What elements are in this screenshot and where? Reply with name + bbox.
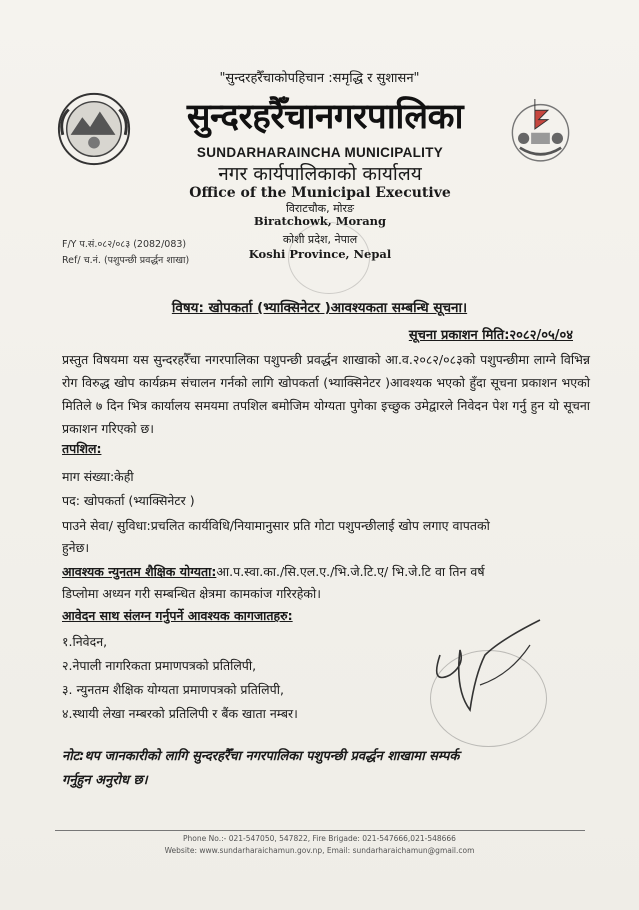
- reference-number: Ref/ च.नं. (पशुपन्छी प्रवर्द्धन शाखा): [62, 255, 190, 266]
- office-name-english: Office of the Municipal Executive: [189, 185, 451, 201]
- slogan: "सुन्दरहरैँचाकोपहिचान :समृद्धि र सुशासन": [219, 71, 420, 86]
- qualification-label: आवश्यक न्युनतम शैक्षिक योग्यता:: [62, 564, 217, 579]
- footer-divider: [55, 830, 585, 831]
- municipality-name-nepali: सुन्दरहरैँचानगरपालिका: [186, 97, 464, 137]
- post-title: पद: खोपकर्ता (भ्याक्सिनेटर ): [62, 493, 195, 508]
- address-nepali: विराटचौक, मोरङ: [285, 202, 355, 215]
- signature-icon: [420, 615, 560, 735]
- document-item-3: ३. न्युनतम शैक्षिक योग्यता प्रमाणपत्रको प्रतिलिपी,: [62, 682, 284, 697]
- fiscal-year: F/Y प.सं.०८२/०८३ (2082/083): [62, 239, 187, 250]
- subject-line: [0, 298, 639, 316]
- municipality-name-english: SUNDARHARAINCHA MUNICIPALITY: [196, 145, 444, 160]
- address-english: Biratchowk, Morang: [253, 214, 387, 228]
- notice-date: सूचना प्रकाशन मिति:२०८२/०५/०४: [408, 328, 573, 343]
- intro-paragraph: प्रस्तुत विषयमा यस सुन्दरहरैँचा नगरपालिका पशुपन्छी प्रवर्द्धन शाखाको आ.व.२०८२/०८३को पशुपन्छीमा लाग्ने विभिन्न रोग विरुद्ध खोप कार्यक्रम संचालन गर्नको लागि खोपकर्ता (भ्याक्सिनेटर )आवश्यक भएको हुँदा सूचना प्रकाशन भएको मितिले ७ दिन भित्र कार्यालय समयमा तपशिल बमोजिम योग्यता पुगेका इच्छुक उमेद्वारले निवेदन पेश गर्नु हुन यो सूचना प्रकाशन गरिएको छ।: [62, 352, 590, 436]
- footer-phone: Phone No.:- 021-547050, 547822, Fire Brigade: 021-547666,021-548666: [183, 834, 456, 843]
- nepal-emblem-icon: [503, 90, 578, 168]
- demand-count: माग संख्या:केही: [62, 469, 134, 484]
- note-line-2: गर्नुहुन अनुरोध छ।: [62, 773, 148, 788]
- qualification-line-1: [62, 563, 485, 580]
- note-line-1: नोट:थप जानकारीको लागि सुन्दरहरैँचा नगरपालिका पशुपन्छी प्रवर्द्धन शाखामा सम्पर्क: [62, 749, 460, 764]
- documents-heading: आवेदन साथ संलग्न गर्नुपर्ने आवश्यक कागजातहरु:: [62, 608, 293, 623]
- facility-line-2: हुनेछ।: [62, 540, 90, 555]
- document-item-2: २.नेपाली नागरिकता प्रमाणपत्रको प्रतिलिपी,: [62, 658, 257, 673]
- municipality-emblem-icon: [55, 90, 133, 168]
- facility-line-1: पाउने सेवा/ सुविधा:प्रचलित कार्यविधि/नियामानुसार प्रति गोटा पशुपन्छीलाई खोप लगाए वापतको: [62, 518, 490, 533]
- document-item-1: १.निवेदन,: [62, 634, 108, 649]
- subject-text: विषय: खोपकर्ता (भ्याक्सिनेटर )आवश्यकता सम्बन्धि सूचना।: [171, 300, 468, 316]
- note: [62, 745, 590, 793]
- qualification-value: आ.प.स्वा.का./सि.एल.ए./भि.जे.टि.ए/ भि.जे.टि वा तिन वर्ष: [216, 564, 485, 579]
- document-item-4: ४.स्थायी लेखा नम्बरको प्रतिलिपी र बैंक खाता नम्बर।: [62, 706, 298, 721]
- footer-web: Website: www.sundarharaichamun.gov.np, Email: sundarharaichamun@gmail.com: [164, 846, 475, 855]
- office-name-nepali: नगर कार्यपालिकाको कार्यालय: [218, 163, 422, 185]
- office-stamp: [288, 222, 370, 294]
- qualification-line-2: डिप्लोमा अध्यन गरी सम्बन्धित क्षेत्रमा कामकांज गरिरहेको।: [62, 586, 321, 601]
- details-heading: तपशिल:: [62, 441, 102, 456]
- province-nepali: कोशी प्रदेश, नेपाल: [282, 233, 358, 246]
- province-english: Koshi Province, Nepal: [248, 247, 392, 261]
